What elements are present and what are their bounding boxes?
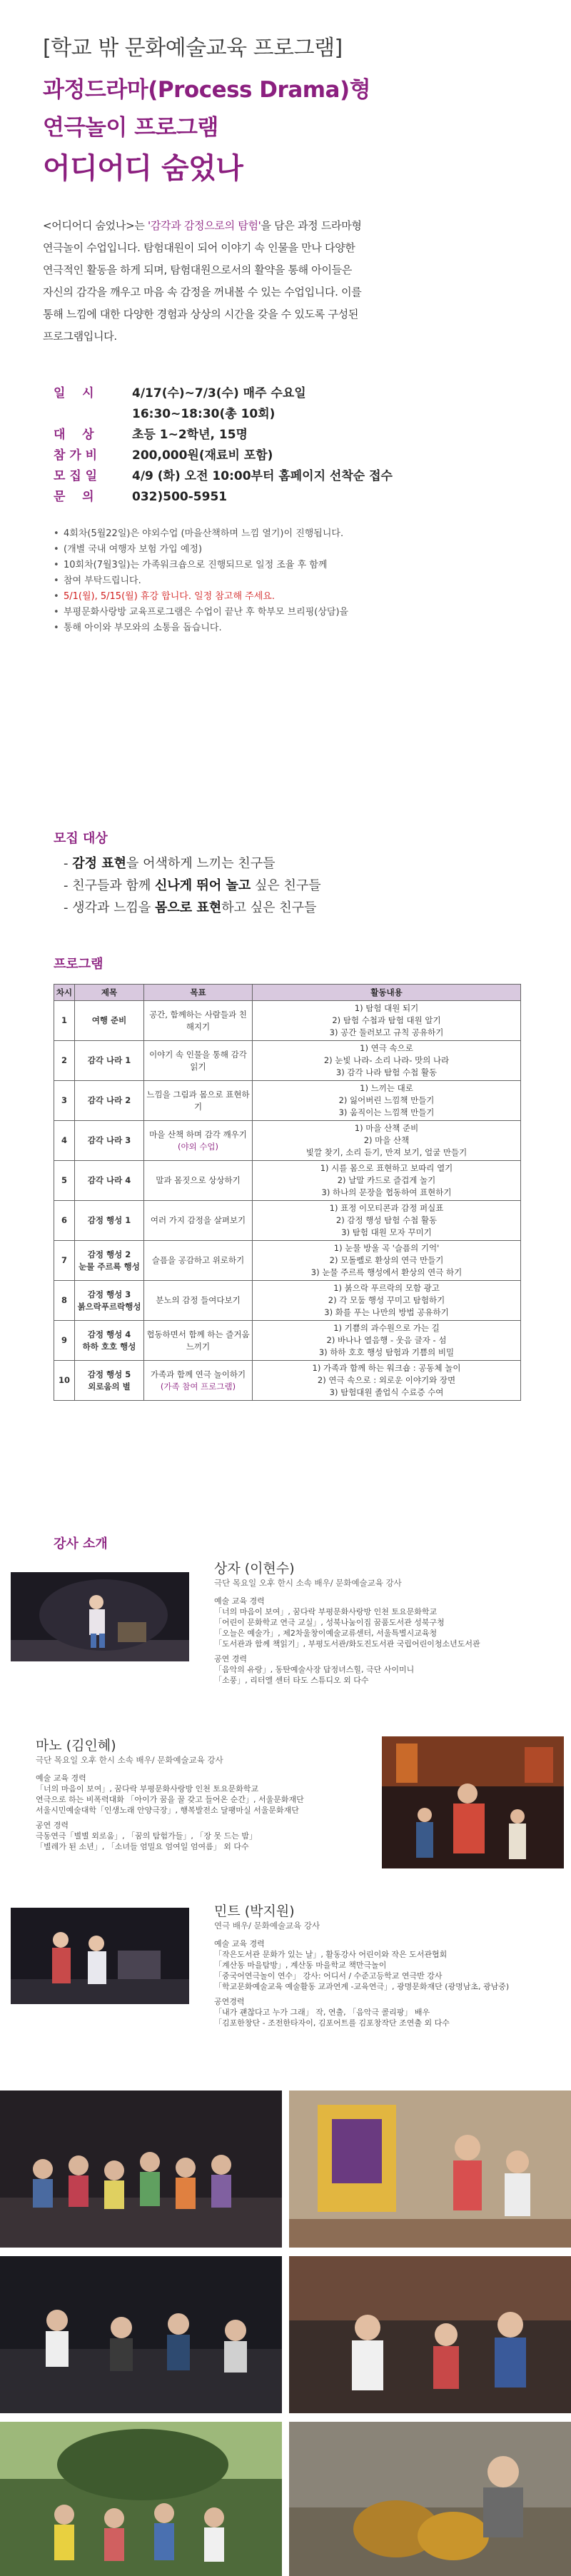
session-title: 감각 나라 4: [75, 1161, 144, 1201]
session-goal-text: 공간, 함께하는 사람들과 친해지기: [149, 1009, 247, 1032]
session-title: 감정 행성 4 하하 호호 행성: [75, 1321, 144, 1361]
session-goal-text: 마을 산책 하며 감각 깨우기: [149, 1129, 247, 1139]
info-row-target: [54, 425, 528, 446]
session-goal-text: 가족과 함께 연극 놀이하기: [150, 1369, 246, 1379]
intro-line: 통해 느낌에 대한 다양한 경험과 상상의 시간을 갖을 수 있도록 구성된: [43, 308, 359, 321]
teacher-line: 「계산동 마을탐방」, 계산동 마을학교 책만극놀이: [214, 1961, 387, 1970]
teacher-section-head: 공연 경력: [36, 1821, 69, 1830]
stage-photo-image: [11, 1572, 189, 1661]
session-goal-text: 협동하면서 함께 하는 즐거움 느끼기: [146, 1329, 250, 1352]
activity-item: 2) 각 모둠 행성 꾸미고 탐험하기: [328, 1295, 445, 1305]
teacher-card-1: [214, 1559, 542, 1686]
program-title: 프로그램: [54, 957, 103, 972]
recruit-item-post: 싶은 친구들: [251, 878, 321, 893]
session-activities: [253, 1121, 521, 1161]
teacher-line: 「도서관과 함께 책읽기」, 부평도서관/화도진도서관 국립어린이청소년도서관: [214, 1639, 480, 1649]
session-number: 2: [54, 1041, 75, 1081]
teacher-line: 「오늘은 예술가」, 제2차울창이예술교류센터, 서울특별시교육청: [214, 1629, 438, 1638]
gallery-photo: [289, 2256, 571, 2413]
teacher-line: 극동연극「별별 외로움」, 「꿈의 탐험가들」, 「장 못 드는 밤」: [36, 1831, 257, 1841]
activity-item: 3) 화를 푸는 나만의 방법 공유하기: [324, 1307, 449, 1317]
info-key: 참 가 비: [54, 448, 98, 463]
activity-item: 빛깔 찾기, 소리 듣기, 만져 보기, 얼굴 만들기: [305, 1147, 468, 1157]
class-photo-image: [0, 2256, 282, 2413]
session-goal-note: (가족 참여 프로그램): [160, 1381, 236, 1392]
program-table-header: [54, 985, 521, 1001]
program-row: [54, 1241, 521, 1281]
activity-item: 1) 표정 이모티콘과 감정 퍼실표: [329, 1203, 444, 1213]
teacher-section-head: 공연 경력: [214, 1654, 248, 1664]
session-number: 6: [54, 1201, 75, 1241]
teacher-card-2: [36, 1736, 371, 1852]
gallery-photo: [289, 2091, 571, 2248]
class-photo-image: [289, 2091, 571, 2248]
session-goal: [144, 1321, 253, 1361]
recruit-item-bold: 몸으로 표현: [155, 900, 222, 915]
session-title: 감정 행성 2 눈물 주르륵 행성: [75, 1241, 144, 1281]
info-row-date: [54, 383, 528, 404]
activity-item: 3) 하나의 문장을 협동하여 표현하기: [321, 1187, 452, 1197]
session-number: 9: [54, 1321, 75, 1361]
activity-item: 1) 가족과 함께 하는 워크숍 : 공동체 놀이: [312, 1363, 461, 1373]
header-type: 과정드라마(Process Drama)형: [43, 77, 371, 103]
session-title: 감정 행성 5 외로움의 별: [75, 1361, 144, 1401]
activity-item: 1) 마을 산책 준비: [354, 1123, 419, 1133]
info-key: 일 시: [54, 386, 94, 401]
program-table: [54, 984, 521, 1401]
class-photo-image: [0, 2422, 282, 2576]
program-row: [54, 1201, 521, 1241]
session-goal-text: 느낌을 그림과 몸으로 표현하기: [146, 1089, 250, 1112]
session-goal: [144, 1161, 253, 1201]
stage-photo-image: [11, 1908, 189, 2004]
session-number: 7: [54, 1241, 75, 1281]
activity-item: 2) 눈빛 나라- 소리 나라- 맛의 나라: [323, 1055, 450, 1065]
teacher-role: 극단 목요일 오후 한시 소속 배우/ 문화예술교육 강사: [36, 1755, 223, 1765]
activity-item: 3) 하하 호호 행성 탐험과 기쁨의 비밀: [318, 1347, 455, 1357]
info-value: 16:30~18:30(총 10회): [132, 407, 276, 421]
activity-item: 2) 감정 행성 탐험 수첩 활동: [335, 1215, 438, 1225]
teacher-section-head: 예술 교육 경력: [36, 1773, 86, 1783]
recruit-item: [64, 852, 321, 875]
session-goal-note: (야외 수업): [177, 1141, 219, 1152]
session-goal-text: 말과 몸짓으로 상상하기: [156, 1175, 241, 1185]
session-goal: [144, 1201, 253, 1241]
class-photo-image: [0, 2091, 282, 2248]
session-goal-text: 슬픔을 공감하고 위로하기: [151, 1255, 245, 1265]
teacher-role: 극단 목요일 오후 한시 소속 배우/ 문화예술교육 강사: [214, 1578, 402, 1588]
teacher-line: 「너의 마음이 보여」, 꿈다락 부평문화사랑방 인천 토요문화학교: [214, 1607, 438, 1616]
column-header: 차시: [54, 985, 75, 1001]
program-row: [54, 1321, 521, 1361]
activity-item: 2) 연극 속으로 : 외로운 이야기와 장면: [317, 1375, 456, 1385]
page-title: 어디어디 숨었나: [43, 152, 243, 185]
teacher-photo-3: [11, 1908, 189, 2004]
session-activities: [253, 1241, 521, 1281]
activity-item: 3) 탐험대원 졸업식 수료증 수여: [329, 1387, 444, 1397]
activity-item: 1) 연극 속으로: [360, 1043, 413, 1053]
teacher-line: 「내가 괜찮다고 누가 그래」 작, 연출, 「음악극 콜리팡」 배우: [214, 2008, 430, 2017]
teacher-line: 「학교문화예술교육 예술활동 교과연계 -교육연극」, 광명문화재단 (광명남초, 광남중): [214, 1982, 510, 1991]
teacher-line: 「음악의 유랑」, 동탄예술사장 답정녀스힐, 극단 사이미니: [214, 1665, 415, 1674]
info-value: 032)500-5951: [132, 490, 228, 504]
teacher-name: 마노 (김인혜): [36, 1738, 116, 1754]
info-value: 4/9 (화) 오전 10:00부터 홈페이지 선착순 접수: [132, 469, 393, 483]
gallery-photo: [0, 2256, 282, 2413]
activity-item: 2) 잃어버린 느낌책 만들기: [338, 1095, 435, 1105]
session-goal: [144, 1121, 253, 1161]
session-number: 10: [54, 1361, 75, 1401]
session-goal: [144, 1001, 253, 1041]
stage-photo-image: [382, 1736, 564, 1868]
activity-item: 1) 기쁨의 과수원으로 가는 길: [333, 1323, 440, 1333]
intro-line: 연극놀이 수업입니다. 탐험대원이 되어 이야기 속 인물을 만나 다양한: [43, 241, 355, 254]
session-goal-text: 분노의 감정 들여다보기: [156, 1295, 241, 1305]
recruit-item-post: 을 어색하게 느끼는 친구들: [126, 856, 276, 871]
session-number: 4: [54, 1121, 75, 1161]
session-goal: [144, 1041, 253, 1081]
teacher-card-3: [214, 1902, 550, 2028]
info-key: [54, 404, 132, 425]
intro-lead: <어디어디 숨었나>는: [43, 219, 148, 232]
intro-text: [43, 215, 528, 348]
session-goal: [144, 1281, 253, 1321]
intro-line: 프로그램입니다.: [43, 330, 117, 343]
teacher-line: 「소풍」, 리터엘 센터 타도 스튜디오 외 다수: [214, 1676, 369, 1685]
intro-tail: 을 담은 과정 드라마형: [261, 219, 362, 232]
info-key: 대 상: [54, 428, 94, 442]
session-activities: [253, 1201, 521, 1241]
session-title: 감각 나라 3: [75, 1121, 144, 1161]
teacher-name: 상자 (이현수): [214, 1561, 295, 1576]
recruit-title: 모집 대상: [54, 831, 108, 846]
info-value: 초등 1~2학년, 15명: [132, 428, 248, 442]
info-list: [54, 383, 528, 508]
recruit-item-bold: 감정 표현: [72, 856, 127, 871]
session-activities: [253, 1081, 521, 1121]
session-number: 5: [54, 1161, 75, 1201]
gallery-photo: [289, 2422, 571, 2576]
activity-item: 3) 공간 둘러보고 규칙 공유하기: [329, 1027, 444, 1037]
teacher-line: 「별레가 된 소년」, 「소녀들 엄밀요 엄여일 엄여름」 외 다수: [36, 1842, 249, 1851]
program-row: [54, 1001, 521, 1041]
header-subtitle: 연극놀이 프로그램: [43, 115, 218, 141]
recruit-list: [54, 852, 321, 919]
note-item: • 부평문화사랑방 교육프로그램은 수업이 끝난 후 학부모 브리핑(상담)을: [54, 605, 528, 620]
program-row: [54, 1041, 521, 1081]
teacher-photo-1: [11, 1572, 189, 1661]
activity-item: 1) 느끼는 대로: [360, 1083, 413, 1093]
teacher-line: 「김포한창단 - 조전한타자이, 김포어트를 김포창작단 조연출 외 다수: [214, 2018, 450, 2028]
activity-item: 2) 마을 산책: [363, 1135, 410, 1145]
teacher-name: 민트 (박지원): [214, 1903, 295, 1919]
column-header: 활동내용: [253, 985, 521, 1001]
recruit-item: [64, 875, 321, 897]
note-item: • 통해 아이와 부모와의 소통을 돕습니다.: [54, 620, 528, 636]
info-value: 200,000원(재료비 포함): [132, 448, 273, 463]
note-item: • (개별 국내 여행자 보험 가입 예정): [54, 542, 528, 558]
teacher-line: 「너의 마음이 보여」, 꿈다락 부평문화사랑방 인천 토요문화학교: [36, 1784, 259, 1793]
activity-item: 3) 움직이는 느낌책 만들기: [338, 1107, 435, 1117]
activity-item: 1) 눈물 방울 곡 '슬픔의 기억': [333, 1243, 440, 1253]
session-goal-text: 여러 가지 감정을 살펴보기: [150, 1215, 246, 1225]
info-row-recruit-date: [54, 466, 528, 487]
session-number: 1: [54, 1001, 75, 1041]
teacher-section-head: 공연경력: [214, 1997, 245, 2006]
intro-highlight: '감각과 감정으로의 탐험': [148, 219, 261, 232]
recruit-item: [64, 897, 321, 919]
note-item: • 4회차(5월22일)은 야외수업 (마을산책하며 느낌 열기)이 진행됩니다.: [54, 526, 528, 542]
note-item-highlight: • 5/1(월), 5/15(월) 휴강 합니다. 일정 참고해 주세요.: [54, 589, 528, 605]
session-title: 감정 행성 1: [75, 1201, 144, 1241]
teacher-line: 「중국어연극놀이 연수」 강사: 어디서 / 수준고등학교 연극반 강사: [214, 1971, 443, 1981]
activity-item: 2) 모돌펠로 환상의 연극 만들기: [329, 1255, 444, 1265]
recruit-item-bold: 신나게 뛰어 놀고: [155, 878, 251, 893]
session-activities: [253, 1161, 521, 1201]
intro-line-1: [43, 215, 528, 237]
activity-item: 1) 탐험 대원 되기: [354, 1003, 419, 1013]
header: [0, 0, 571, 186]
activity-item: 3) 감각 나라 탐험 수첩 활동: [335, 1067, 438, 1077]
class-photo-image: [289, 2256, 571, 2413]
session-activities: [253, 1321, 521, 1361]
session-activities: [253, 1361, 521, 1401]
session-title: 감각 나라 2: [75, 1081, 144, 1121]
teacher-photo-2: [382, 1736, 564, 1868]
session-title: 감각 나라 1: [75, 1041, 144, 1081]
session-goal: [144, 1241, 253, 1281]
program-row: [54, 1081, 521, 1121]
teacher-line: 「작은도서관 문화가 있는 날」, 활동강사 어린이와 작은 도서관협회: [214, 1950, 448, 1959]
session-goal: [144, 1361, 253, 1401]
session-goal-text: 이야기 속 인물을 통해 감각 읽기: [149, 1049, 247, 1072]
program-row: [54, 1361, 521, 1401]
program-row: [54, 1121, 521, 1161]
recruit-item-pre: -: [64, 856, 73, 871]
activity-item: 2) 날말 카드로 즐겁게 놀기: [337, 1175, 436, 1185]
intro-line: 연극적인 활동을 하게 되며, 탐험대원으로서의 활약을 통해 아이들은: [43, 263, 353, 276]
note-item: • 참여 부탁드립니다.: [54, 573, 528, 589]
column-header: 목표: [144, 985, 253, 1001]
session-number: 8: [54, 1281, 75, 1321]
activity-item: 3) 눈물 주르륵 행성에서 환상의 연극 하기: [310, 1267, 463, 1277]
teacher-section-head: 예술 교육 경력: [214, 1596, 265, 1606]
program-row: [54, 1281, 521, 1321]
column-header: 제목: [75, 985, 144, 1001]
gallery-photo: [0, 2422, 282, 2576]
info-row-time: [54, 404, 528, 425]
info-key: 문 의: [54, 490, 94, 504]
header-category: [학교 밖 문화예술교육 프로그램]: [43, 36, 343, 61]
gallery-photo: [0, 2091, 282, 2248]
recruit-item-post: 하고 싶은 친구들: [221, 900, 317, 915]
notes-list: [54, 526, 528, 636]
session-title: 여행 준비: [75, 1001, 144, 1041]
session-number: 3: [54, 1081, 75, 1121]
info-row-fee: [54, 446, 528, 466]
teacher-line: 연극으로 하는 비폭력대화 「아이가 꿈을 꿀 갖고 들어온 순간」, 서울문화재단: [36, 1795, 304, 1804]
intro-line: 자신의 감각을 깨우고 마음 속 감정을 꺼내볼 수 있는 수업입니다. 이를: [43, 286, 362, 298]
teacher-line: 서울시민예술대학「인생노래 안양극장」, 행복발전소 달팽마실 서울문화재단: [36, 1806, 299, 1815]
recruit-section: [54, 828, 321, 919]
activity-item: 1) 붉으락 푸르락의 모함 광고: [333, 1283, 440, 1293]
activity-item: 2) 바나나 열음행 - 웃음 글자 - 섬: [326, 1335, 447, 1345]
session-title: 감정 행성 3 붉으락푸르락행성: [75, 1281, 144, 1321]
session-goal: [144, 1081, 253, 1121]
teacher-section-head: 예술 교육 경력: [214, 1939, 265, 1948]
recruit-item-pre: - 친구들과 함께: [64, 878, 155, 893]
info-row-contact: [54, 487, 528, 508]
teacher-line: 「어린이 문화학교 연극 교실」, 성북나눔이집 꿈품도서관 성북구청: [214, 1618, 445, 1627]
info-key: 모 집 일: [54, 469, 98, 483]
activity-item: 2) 탐험 수첩과 탐험 대원 알기: [332, 1015, 441, 1025]
info-value: 4/17(수)~7/3(수) 매주 수요일: [132, 386, 306, 401]
session-activities: [253, 1041, 521, 1081]
note-item: • 10회차(7월3일)는 가족워크숍으로 진행되므로 일정 조율 후 함께: [54, 558, 528, 573]
session-activities: [253, 1281, 521, 1321]
teachers-title: 강사 소개: [54, 1536, 108, 1551]
program-table-body: [54, 1001, 521, 1401]
activity-item: 3) 탐험 대원 모자 꾸미기: [341, 1227, 432, 1237]
session-activities: [253, 1001, 521, 1041]
activity-item: 1) 시를 몸으로 표현하고 보따리 열기: [320, 1163, 453, 1173]
program-row: [54, 1161, 521, 1201]
class-photo-image: [289, 2422, 571, 2576]
teacher-role: 연극 배우/ 문화예술교육 강사: [214, 1921, 320, 1931]
recruit-item-pre: - 생각과 느낌을: [64, 900, 155, 915]
